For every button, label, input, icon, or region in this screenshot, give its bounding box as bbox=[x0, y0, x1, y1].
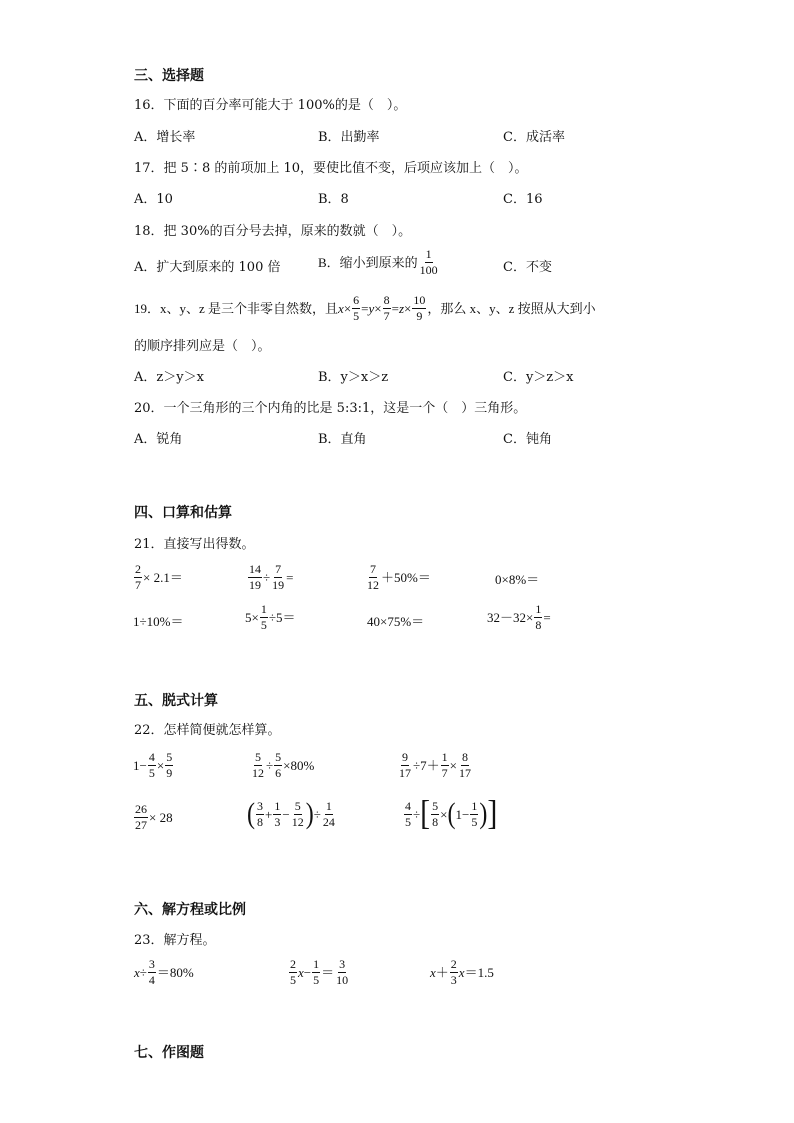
fraction bbox=[458, 751, 472, 779]
fraction bbox=[534, 603, 542, 631]
q18-option-b bbox=[318, 248, 440, 276]
numerator: 1 bbox=[313, 957, 320, 971]
right-paren: ) bbox=[305, 797, 314, 831]
q20-option-c: C．钝角 bbox=[503, 432, 552, 447]
numerator: 3 bbox=[257, 799, 263, 813]
question-17: 17．把 5∶8 的前项加上 10，要使比值不变，后项应该加上（ ）。 bbox=[134, 161, 528, 176]
calc-3 bbox=[397, 751, 473, 779]
times-sign: × bbox=[404, 300, 412, 316]
var-y: y bbox=[368, 300, 375, 316]
fraction bbox=[251, 751, 265, 779]
numerator: 1 bbox=[274, 799, 281, 813]
fraction bbox=[312, 958, 320, 986]
section-6-title: 六、解方程或比例 bbox=[134, 902, 246, 918]
denominator: 12 bbox=[252, 765, 264, 780]
expression-rest: × 28 bbox=[149, 809, 173, 825]
question-23: 23．解方程。 bbox=[134, 933, 216, 948]
numerator: 8 bbox=[461, 750, 468, 764]
equals-sign: = bbox=[391, 300, 399, 316]
fraction bbox=[335, 958, 349, 986]
numerator: 4 bbox=[405, 798, 411, 813]
fraction bbox=[274, 751, 282, 779]
fraction bbox=[404, 800, 412, 828]
operator: ÷ bbox=[313, 806, 321, 822]
numerator: 7 bbox=[275, 562, 282, 576]
numerator: 6 bbox=[353, 293, 360, 307]
q19-option-b: B．y＞x＞z bbox=[318, 370, 389, 385]
fraction bbox=[419, 248, 439, 276]
denominator: 5 bbox=[353, 308, 360, 323]
fraction bbox=[248, 563, 262, 591]
calc-2 bbox=[250, 751, 314, 779]
q18-option-a: A．扩大到原来的 100 倍 bbox=[134, 260, 281, 275]
numerator: 5 bbox=[166, 750, 173, 764]
q17-option-c: C．16 bbox=[503, 192, 543, 207]
fraction bbox=[289, 958, 297, 986]
equation-1 bbox=[134, 958, 194, 986]
denominator: 3 bbox=[450, 972, 457, 987]
denominator: 5 bbox=[405, 814, 411, 829]
right-paren: ) bbox=[479, 797, 488, 831]
numerator: 2 bbox=[450, 957, 457, 971]
numerator: 9 bbox=[402, 750, 408, 764]
operator: ÷7＋ bbox=[413, 757, 440, 773]
operator: ÷ bbox=[413, 806, 421, 822]
denominator: 19 bbox=[249, 577, 261, 592]
fraction bbox=[383, 294, 391, 322]
section-3-title: 三、选择题 bbox=[134, 68, 204, 84]
oral-calc-2 bbox=[247, 563, 293, 591]
fraction bbox=[431, 800, 439, 828]
left-paren: ( bbox=[447, 797, 456, 831]
numerator: 1 bbox=[471, 798, 478, 813]
denominator: 5 bbox=[471, 814, 478, 829]
oral-calc-4: 0×8%＝ bbox=[495, 572, 540, 587]
expression-rest: × 2.1＝ bbox=[143, 569, 183, 585]
denominator: 24 bbox=[322, 814, 335, 829]
denominator: 7 bbox=[441, 765, 448, 780]
numerator: 5 bbox=[275, 750, 282, 764]
numerator: 1 bbox=[441, 750, 448, 764]
expression-rest: ×80% bbox=[283, 757, 315, 773]
equation-3 bbox=[430, 958, 494, 986]
fraction bbox=[412, 294, 426, 322]
numerator: 5 bbox=[255, 750, 261, 764]
numerator: 14 bbox=[249, 562, 261, 576]
equals-sign: ＝ bbox=[321, 964, 335, 980]
question-22: 22．怎样简便就怎样算。 bbox=[134, 723, 281, 738]
times-sign: × bbox=[440, 806, 448, 822]
var-x: x bbox=[298, 964, 304, 980]
denominator: 4 bbox=[148, 972, 155, 987]
equals-sign: = bbox=[286, 569, 294, 585]
fraction bbox=[273, 800, 281, 828]
question-16: 16．下面的百分率可能大于 100%的是（ ）。 bbox=[134, 98, 407, 113]
operator: − bbox=[303, 964, 312, 980]
denominator: 19 bbox=[272, 577, 285, 592]
denominator: 5 bbox=[313, 972, 320, 987]
denominator: 5 bbox=[290, 972, 296, 987]
denominator: 100 bbox=[419, 262, 438, 277]
fraction bbox=[134, 563, 142, 591]
denominator: 10 bbox=[336, 972, 349, 987]
q16-option-c: C．成活率 bbox=[503, 130, 565, 145]
var-x: x bbox=[134, 964, 140, 980]
denominator: 3 bbox=[274, 814, 281, 829]
var-x: x bbox=[338, 300, 344, 316]
fraction bbox=[291, 800, 305, 828]
oral-calc-5: 1÷10%＝ bbox=[133, 614, 184, 629]
numerator: 1 bbox=[260, 602, 267, 616]
section-5-title: 五、脱式计算 bbox=[134, 693, 218, 709]
left-paren: ( bbox=[247, 797, 255, 831]
fraction bbox=[470, 800, 478, 828]
q16-option-a: A．增长率 bbox=[134, 130, 196, 145]
var-x: x bbox=[430, 964, 436, 980]
expression-prefix: 32－32× bbox=[487, 609, 534, 625]
numerator: 3 bbox=[148, 957, 155, 971]
denominator: 8 bbox=[535, 617, 542, 632]
denominator: 12 bbox=[291, 814, 304, 829]
denominator: 17 bbox=[458, 765, 471, 780]
fraction bbox=[256, 800, 264, 828]
q18-option-c: C．不变 bbox=[503, 260, 552, 275]
numerator: 4 bbox=[148, 750, 155, 764]
fraction bbox=[165, 751, 173, 779]
q20-option-b: B．直角 bbox=[318, 432, 367, 447]
numerator: 2 bbox=[290, 957, 296, 971]
q19-option-c: C．y＞z＞x bbox=[503, 370, 574, 385]
expression-rest: ＋50%＝ bbox=[381, 569, 431, 585]
expression-prefix: 1− bbox=[133, 757, 147, 773]
equation-2 bbox=[288, 958, 350, 986]
oral-calc-8 bbox=[487, 603, 551, 631]
numerator: 10 bbox=[413, 293, 426, 307]
denominator: 7 bbox=[135, 577, 141, 592]
times-sign: × bbox=[343, 300, 352, 316]
oral-calc-3 bbox=[365, 563, 431, 591]
oral-calc-6 bbox=[245, 603, 295, 631]
fraction bbox=[134, 803, 148, 831]
right-bracket: ] bbox=[487, 794, 498, 833]
expression-rest: ＝80% bbox=[156, 964, 194, 980]
numerator: 2 bbox=[135, 562, 141, 576]
denominator: 8 bbox=[257, 814, 263, 829]
question-20: 20．一个三角形的三个内角的比是 5:3:1，这是一个（ ）三角形。 bbox=[134, 401, 527, 416]
question-19-line2: 的顺序排列应是（ ）。 bbox=[134, 339, 271, 354]
calc-5 bbox=[247, 797, 337, 831]
numerator: 7 bbox=[370, 562, 376, 576]
fraction bbox=[398, 751, 412, 779]
fraction bbox=[441, 751, 449, 779]
expression-prefix: 5× bbox=[245, 609, 259, 625]
operator: ＋ bbox=[435, 964, 449, 980]
denominator: 9 bbox=[166, 765, 173, 780]
operator: ÷ bbox=[266, 757, 274, 773]
operator: + bbox=[265, 806, 273, 822]
operator: − bbox=[282, 806, 290, 822]
oral-calc-1 bbox=[133, 563, 183, 591]
denominator: 9 bbox=[416, 308, 423, 323]
expression-rest: ＝1.5 bbox=[464, 964, 494, 980]
equals-sign: = bbox=[361, 300, 369, 316]
denominator: 27 bbox=[135, 817, 147, 832]
denominator: 7 bbox=[383, 308, 390, 323]
one-minus: 1− bbox=[455, 806, 470, 822]
expression-rest: ÷5＝ bbox=[268, 609, 296, 625]
numerator: 1 bbox=[535, 602, 542, 616]
q16-option-b: B．出勤率 bbox=[318, 130, 380, 145]
q17-option-a: A．10 bbox=[134, 192, 173, 207]
var-z: z bbox=[398, 300, 405, 316]
denominator: 12 bbox=[367, 577, 379, 592]
numerator: 1 bbox=[425, 247, 432, 261]
fraction bbox=[148, 958, 156, 986]
numerator: 8 bbox=[383, 293, 390, 307]
section-7-title: 七、作图题 bbox=[134, 1045, 204, 1061]
numerator: 5 bbox=[294, 799, 301, 813]
denominator: 5 bbox=[148, 765, 155, 780]
section-4-title: 四、口算和估算 bbox=[134, 505, 232, 521]
q17-option-b: B．8 bbox=[318, 192, 349, 207]
calc-1 bbox=[133, 751, 174, 779]
q19-option-a: A．z＞y＞x bbox=[134, 370, 204, 385]
numerator: 1 bbox=[325, 799, 332, 813]
question-19 bbox=[134, 294, 596, 322]
fraction bbox=[260, 603, 268, 631]
denominator: 17 bbox=[399, 765, 411, 780]
left-bracket: [ bbox=[420, 794, 431, 833]
fraction bbox=[271, 563, 285, 591]
numerator: 5 bbox=[432, 798, 439, 813]
operator: × bbox=[156, 757, 165, 773]
calc-6 bbox=[403, 794, 498, 833]
numerator: 26 bbox=[135, 802, 147, 816]
equals-sign: = bbox=[543, 609, 551, 625]
question-21: 21．直接写出得数。 bbox=[134, 537, 255, 552]
fraction bbox=[322, 800, 336, 828]
fraction bbox=[352, 294, 360, 322]
denominator: 6 bbox=[275, 765, 282, 780]
var-x: x bbox=[458, 964, 465, 980]
oral-calc-7: 40×75%＝ bbox=[367, 614, 425, 629]
q19-prefix: 19．x、y、z 是三个非零自然数，且 bbox=[134, 300, 339, 316]
q18-option-b-label: B．缩小到原来的 bbox=[318, 254, 418, 270]
fraction bbox=[366, 563, 380, 591]
denominator: 5 bbox=[260, 617, 267, 632]
fraction bbox=[148, 751, 156, 779]
operator: × bbox=[449, 757, 457, 773]
q20-option-a: A．锐角 bbox=[134, 432, 183, 447]
times-sign: × bbox=[374, 300, 382, 316]
numerator: 3 bbox=[339, 957, 346, 971]
denominator: 8 bbox=[432, 814, 439, 829]
question-18: 18．把 30%的百分号去掉，原来的数就（ ）。 bbox=[134, 224, 412, 239]
calc-4 bbox=[133, 803, 173, 831]
operator: ÷ bbox=[139, 964, 147, 980]
q19-suffix: ，那么 x、y、z 按照从大到小 bbox=[427, 300, 596, 316]
fraction bbox=[450, 958, 458, 986]
operator: ÷ bbox=[263, 569, 271, 585]
